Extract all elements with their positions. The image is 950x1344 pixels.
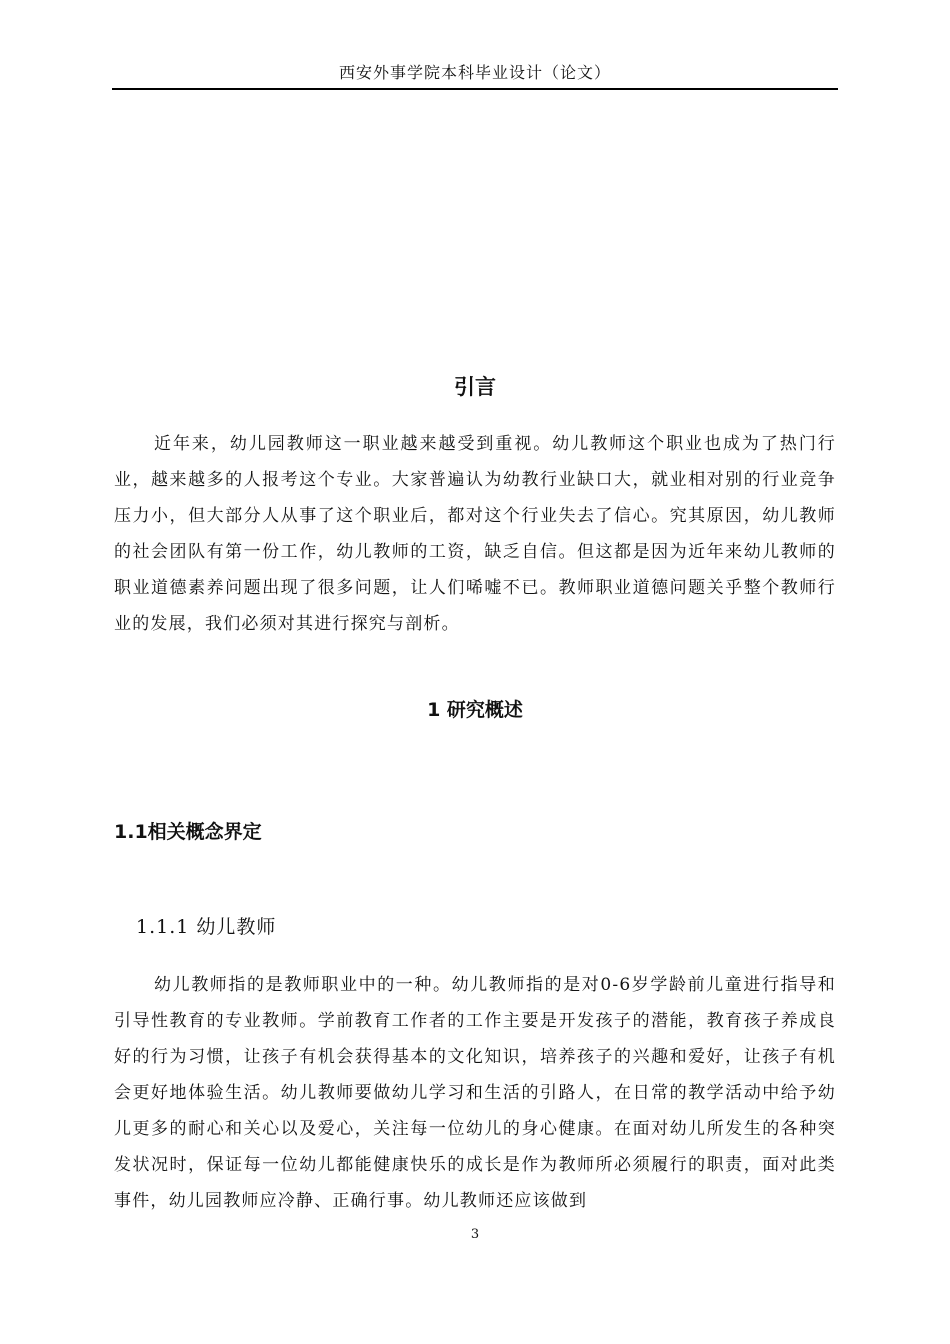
subsubsection-heading: 1.1.1 幼儿教师 [136, 916, 277, 938]
intro-paragraph: 近年来，幼儿园教师这一职业越来越受到重视。幼儿教师这个职业也成为了热门行业，越来越多的人报考这个专业。大家普遍认为幼教行业缺口大，就业相对别的行业竞争压力小，但大部分人从事了这个职业后，都对这个行业失去了信心。究其原因，幼儿教师的社会团队有第一份工作，幼儿教师的工资，缺乏自信。但这都是因为近年来幼儿教师的职业道德素养问题出现了很多问题，让人们唏嘘不已。教师职业道德问题关乎整个教师行业的发展，我们必须对其进行探究与剖析。 [114, 434, 836, 634]
header-rule [112, 88, 838, 90]
page-number: 3 [470, 1227, 480, 1242]
page-title: 引言 [454, 375, 496, 399]
section-heading: 1 研究概述 [427, 699, 523, 721]
running-header: 西安外事学院本科毕业设计（论文） [338, 63, 611, 82]
body-paragraph: 幼儿教师指的是教师职业中的一种。幼儿教师指的是对0-6岁学龄前儿童进行指导和引导性教育的专业教师。学前教育工作者的工作主要是开发孩子的潜能，教育孩子养成良好的行为习惯，让孩子有机会获得基本的文化知识，培养孩子的兴趣和爱好，让孩子有机会更好地体验生活。幼儿教师要做幼儿学习和生活的引路人，在日常的教学活动中给予幼儿更多的耐心和关心以及爱心，关注每一位幼儿的身心健康。在面对幼儿所发生的各种突发状况时，保证每一位幼儿都能健康快乐的成长是作为教师所必须履行的职责，面对此类事件，幼儿园教师应冷静、正确行事。幼儿教师还应该做到 [114, 975, 836, 1211]
subsection-heading: 1.1相关概念界定 [114, 821, 262, 843]
